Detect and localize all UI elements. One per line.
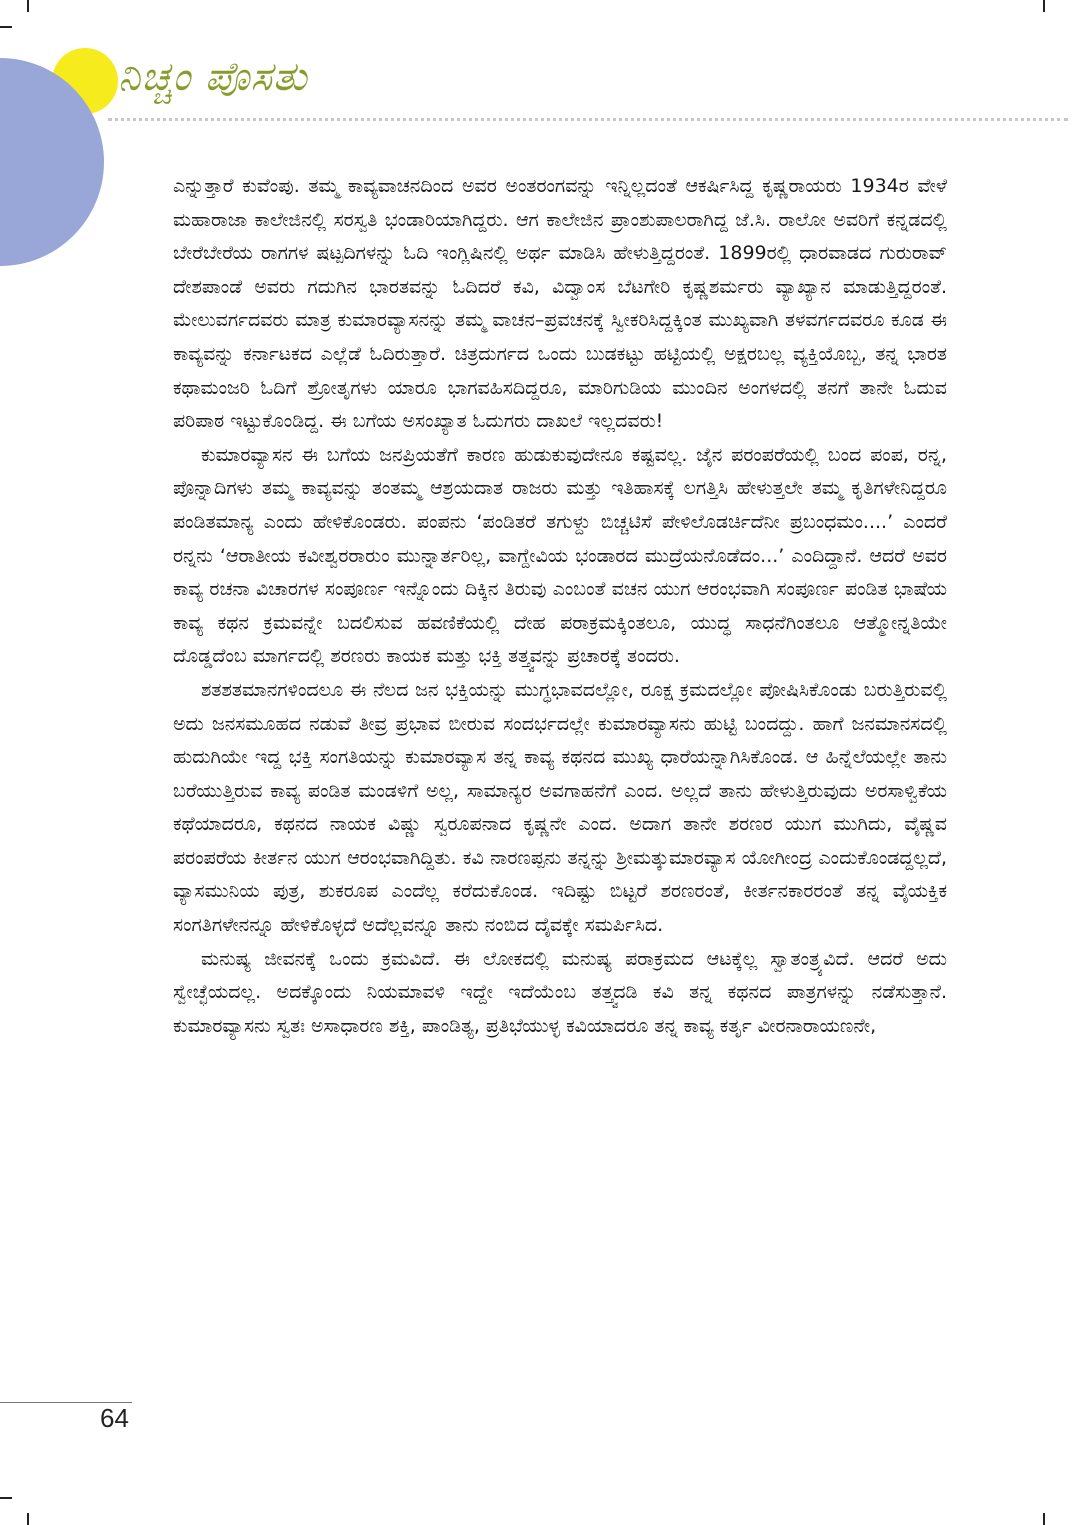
paragraph: ಕುಮಾರವ್ಯಾಸನ ಈ ಬಗೆಯ ಜನಪ್ರಿಯತೆಗೆ ಕಾರಣ ಹುಡುಕುವುದೇನೂ ಕಷ್ಟವಲ್ಲ. ಜೈನ ಪರಂಪರೆಯಲ್ಲಿ ಬಂದ ಪಂಪ, ರನ್ನ, ಪೊನ್ನಾದಿಗಳು ತಮ್ಮ ಕಾವ್ಯವನ್ನು ತಂತಮ್ಮ ಆಶ್ರಯದಾತ ರಾಜರು ಮತ್ತು ಇತಿಹಾಸಕ್ಕೆ ಲಗತ್ತಿಸಿ ಹೇಳುತ್ತಲೇ ತಮ್ಮ ಕೃತಿಗಳೇನಿದ್ದರೂ ಪಂಡಿತಮಾನ್ಯ ಎಂದು ಹೇಳಿಕೊಂಡರು. ಪಂಪನು ‘ಪಂಡಿತರೆ ತಗುಳ್ದು ಬಿಚ್ಚಟಿಸೆ ಪೇಳಿಲೊಡರ್ಚಿದೆನೀ ಪ್ರಬಂಧಮಂ....’ ಎಂದರೆ ರನ್ನನು ‘ಆರಾತೀಯ ಕವೀಶ್ವರರಾರುಂ ಮುನ್ನಾರ್ತರಿಲ್ಲ, ವಾಗ್ದೇವಿಯ ಭಂಡಾರದ ಮುದ್ರೆಯನೊಡೆದಂ...’ ಎಂದಿದ್ದಾನೆ. ಆದರೆ ಅವರ ಕಾವ್ಯ ರಚನಾ ವಿಚಾರಗಳ ಸಂಪೂರ್ಣ ಇನ್ನೊಂದು ದಿಕ್ಕಿನ ತಿರುವು ಎಂಬಂತೆ ವಚನ ಯುಗ ಆರಂಭವಾಗಿ ಸಂಪೂರ್ಣ ಪಂಡಿತ ಭಾಷೆಯ ಕಾವ್ಯ ಕಥನ ಕ್ರಮವನ್ನೇ ಬದಲಿಸುವ ಹವಣಿಕೆಯಲ್ಲಿ ದೇಹ ಪರಾಕ್ರಮಕ್ಕಿಂತಲೂ, ಯುದ್ಧ ಸಾಧನೆಗಿಂತಲೂ ಆತ್ಮೋನ್ನತಿಯೇ ದೊಡ್ಡದೆಂಬ ಮಾರ್ಗದಲ್ಲಿ ಶರಣರು ಕಾಯಕ ಮತ್ತು ಭಕ್ತಿ ತತ್ತ್ವವನ್ನು ಪ್ರಚಾರಕ್ಕೆ ತಂದರು. <box>173 443 947 668</box>
section-title: ನಿಚ್ಚಂ ಪೊಸತು <box>118 54 308 100</box>
crop-mark-top-right <box>1043 0 1045 12</box>
body-text <box>173 170 947 1043</box>
crop-mark-top-left <box>27 0 29 12</box>
paragraph: ಮನುಷ್ಯ ಜೀವನಕ್ಕೆ ಒಂದು ಕ್ರಮವಿದೆ. ಈ ಲೋಕದಲ್ಲಿ ಮನುಷ್ಯ ಪರಾಕ್ರಮದ ಆಟಕ್ಕೆಲ್ಲ ಸ್ವಾತಂತ್ರ್ಯವಿದೆ. ಆದರೆ ಅದು ಸ್ವೇಚ್ಛೆಯದಲ್ಲ. ಅದಕ್ಕೊಂದು ನಿಯಮಾವಳಿ ಇದ್ದೇ ಇದೆಯೆಂಬ ತತ್ತ್ವದಡಿ ಕವಿ ತನ್ನ ಕಥನದ ಪಾತ್ರಗಳನ್ನು ನಡೆಸುತ್ತಾನೆ. ಕುಮಾರವ್ಯಾಸನು ಸ್ವತಃ ಅಸಾಧಾರಣ ಶಕ್ತಿ, ಪಾಂಡಿತ್ಯ, ಪ್ರತಿಭೆಯುಳ್ಳ ಕವಿಯಾದರೂ ತನ್ನ ಕಾವ್ಯ ಕರ್ತೃ ವೀರನಾರಾಯಣನೇ, <box>173 947 947 1037</box>
crop-mark-bottom-left <box>27 1513 29 1525</box>
crop-mark-bottom-right <box>1043 1513 1045 1525</box>
paragraph: ಎನ್ನುತ್ತಾರೆ ಕುವೆಂಪು. ತಮ್ಮ ಕಾವ್ಯವಾಚನದಿಂದ ಅವರ ಅಂತರಂಗವನ್ನು ಇನ್ನಿಲ್ಲದಂತೆ ಆಕರ್ಷಿಸಿದ್ದ ಕೃಷ್ಣರಾಯರು 1934ರ ವೇಳೆ ಮಹಾರಾಜಾ ಕಾಲೇಜಿನಲ್ಲಿ ಸರಸ್ವತಿ ಭಂಡಾರಿಯಾಗಿದ್ದರು. ಆಗ ಕಾಲೇಜಿನ ಪ್ರಾಂಶುಪಾಲರಾಗಿದ್ದ ಜೆ.ಸಿ. ರಾಲೋ ಅವರಿಗೆ ಕನ್ನಡದಲ್ಲಿ ಬೇರೆಬೇರೆಯ ರಾಗಗಳ ಷಟ್ಪದಿಗಳನ್ನು ಓದಿ ಇಂಗ್ಲಿಷಿನಲ್ಲಿ ಅರ್ಥ ಮಾಡಿಸಿ ಹೇಳುತ್ತಿದ್ದರಂತೆ. 1899ರಲ್ಲಿ ಧಾರವಾಡದ ಗುರುರಾವ್ ದೇಶಪಾಂಡೆ ಅವರು ಗದುಗಿನ ಭಾರತವನ್ನು ಓದಿದರೆ ಕವಿ, ವಿದ್ವಾಂಸ ಬೆಟಗೇರಿ ಕೃಷ್ಣಶರ್ಮರು ವ್ಯಾಖ್ಯಾನ ಮಾಡುತ್ತಿದ್ದರಂತೆ. ಮೇಲುವರ್ಗದವರು ಮಾತ್ರ ಕುಮಾರವ್ಯಾಸನನ್ನು ತಮ್ಮ ವಾಚನ–ಪ್ರವಚನಕ್ಕೆ ಸ್ವೀಕರಿಸಿದ್ದಕ್ಕಿಂತ ಮುಖ್ಯವಾಗಿ ತಳವರ್ಗದವರೂ ಕೂಡ ಈ ಕಾವ್ಯವನ್ನು ಕರ್ನಾಟಕದ ಎಲ್ಲೆಡೆ ಓದಿರುತ್ತಾರೆ. ಚಿತ್ರದುರ್ಗದ ಒಂದು ಬುಡಕಟ್ಟು ಹಟ್ಟಿಯಲ್ಲಿ ಅಕ್ಷರಬಲ್ಲ ವ್ಯಕ್ತಿಯೊಬ್ಬ, ತನ್ನ ಭಾರತ ಕಥಾಮಂಜರಿ ಓದಿಗೆ ಶ್ರೋತೃಗಳು ಯಾರೂ ಭಾಗವಹಿಸದಿದ್ದರೂ, ಮಾರಿಗುಡಿಯ ಮುಂದಿನ ಅಂಗಳದಲ್ಲಿ ತನಗೆ ತಾನೇ ಓದುವ ಪರಿಪಾಠ ಇಟ್ಟುಕೊಂಡಿದ್ದ. ಈ ಬಗೆಯ ಅಸಂಖ್ಯಾತ ಓದುಗರು ದಾಖಲೆ ಇಲ್ಲದವರು! <box>173 175 947 433</box>
header-dotted-rule <box>108 118 1068 121</box>
paragraph: ಶತಶತಮಾನಗಳಿಂದಲೂ ಈ ನೆಲದ ಜನ ಭಕ್ತಿಯನ್ನು ಮುಗ್ಧಭಾವದಲ್ಲೋ, ರೂಕ್ಷ ಕ್ರಮದಲ್ಲೋ ಪೋಷಿಸಿಕೊಂಡು ಬರುತ್ತಿರುವಲ್ಲಿ ಅದು ಜನಸಮೂಹದ ನಡುವೆ ತೀವ್ರ ಪ್ರಭಾವ ಬೀರುವ ಸಂದರ್ಭದಲ್ಲೇ ಕುಮಾರವ್ಯಾಸನು ಹುಟ್ಟಿ ಬಂದದ್ದು. ಹಾಗೆ ಜನಮಾನಸದಲ್ಲಿ ಹುದುಗಿಯೇ ಇದ್ದ ಭಕ್ತಿ ಸಂಗತಿಯನ್ನು ಕುಮಾರವ್ಯಾಸ ತನ್ನ ಕಾವ್ಯ ಕಥನದ ಮುಖ್ಯ ಧಾರೆಯನ್ನಾಗಿಸಿಕೊಂಡ. ಆ ಹಿನ್ನೆಲೆಯಲ್ಲೇ ತಾನು ಬರೆಯುತ್ತಿರುವ ಕಾವ್ಯ ಪಂಡಿತ ಮಂಡಳಿಗೆ ಅಲ್ಲ, ಸಾಮಾನ್ಯರ ಅವಗಾಹನೆಗೆ ಎಂದ. ಅಲ್ಲದೆ ತಾನು ಹೇಳುತ್ತಿರುವುದು ಅರಸಾಳ್ವಿಕೆಯ ಕಥೆಯಾದರೂ, ಕಥನದ ನಾಯಕ ವಿಷ್ಣು ಸ್ವರೂಪನಾದ ಕೃಷ್ಣನೇ ಎಂದ. ಅದಾಗ ತಾನೇ ಶರಣರ ಯುಗ ಮುಗಿದು, ವೈಷ್ಣವ ಪರಂಪರೆಯ ಕೀರ್ತನ ಯುಗ ಆರಂಭವಾಗಿದ್ದಿತು. ಕವಿ ನಾರಣಪ್ಪನು ತನ್ನನ್ನು ಶ್ರೀಮತ್ಕುಮಾರವ್ಯಾಸ ಯೋಗೀಂದ್ರ ಎಂದುಕೊಂಡದ್ದಲ್ಲದೆ, ವ್ಯಾಸಮುನಿಯ ಪುತ್ರ, ಶುಕರೂಪ ಎಂದೆಲ್ಲ ಕರೆದುಕೊಂಡ. ಇದಿಷ್ಟು ಬಿಟ್ಟರೆ ಶರಣರಂತೆ, ಕೀರ್ತನಕಾರರಂತೆ ತನ್ನ ವೈಯಕ್ತಿಕ ಸಂಗತಿಗಳೇನನ್ನೂ ಹೇಳಿಕೊಳ್ಳದೆ ಅದೆಲ್ಲವನ್ನೂ ತಾನು ನಂಬಿದ ದೈವಕ್ಕೇ ಸಮರ್ಪಿಸಿದ. <box>173 678 947 937</box>
page-number: 64 <box>100 1403 129 1433</box>
crop-mark-top-left-h <box>0 26 12 28</box>
crop-mark-bottom-left-h <box>0 1497 12 1499</box>
